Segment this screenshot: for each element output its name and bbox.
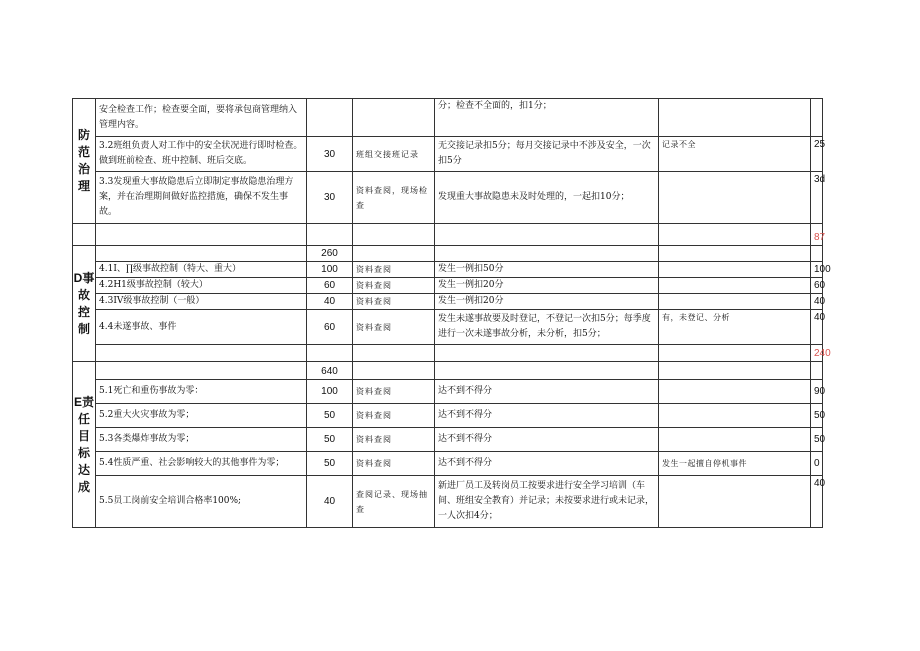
section-score: 640 <box>307 362 353 380</box>
table-row <box>73 246 823 262</box>
standard-score: 60 <box>307 310 353 345</box>
scoring-criteria: 发生未遂事故要及时登记，不登记一次扣5分；每季度进行一次未遂事故分析，未分析，扣5分； <box>435 310 659 345</box>
table-row <box>73 380 823 404</box>
table-row <box>73 476 823 528</box>
standard-score: 60 <box>307 278 353 294</box>
section-total: 87 <box>811 224 823 246</box>
item-text: 5.3各类爆炸事故为零； <box>96 428 307 452</box>
item-text: 安全检查工作；检查要全面，要将承包商管理纳入管理内容。 <box>96 99 307 137</box>
table-row <box>73 137 823 172</box>
check-method: 资料查阅，现场检查 <box>353 172 435 224</box>
standard-score: 30 <box>307 137 353 172</box>
standard-score: 100 <box>307 380 353 404</box>
table-row <box>73 99 823 137</box>
scoring-criteria: 发生一例扣50分 <box>435 262 659 278</box>
scoring-criteria: 分；检查不全面的，扣1分； <box>435 99 659 137</box>
check-method: 资料查阅 <box>353 428 435 452</box>
table-row <box>73 310 823 345</box>
section-score: 260 <box>307 246 353 262</box>
check-method: 资料查阅 <box>353 294 435 310</box>
standard-score: 50 <box>307 452 353 476</box>
check-method: 班组交接班记录 <box>353 137 435 172</box>
actual-score: 0 <box>811 452 823 476</box>
deduction-note: 发生一起擅自停机事件 <box>659 452 811 476</box>
item-text: 4.1I、∏级事故控制（特大、重大） <box>96 262 307 278</box>
item-text: 3.2班组负责人对工作中的安全状况进行即时检查。做到班前检查、班中控制、班后交底。 <box>96 137 307 172</box>
category-label-d: D事 故 控 制 <box>73 246 96 362</box>
section-total: 240 <box>811 345 823 362</box>
deduction-note <box>659 99 811 137</box>
scoring-criteria: 无交接记录扣5分；每月交接记录中不涉及安全，一次扣5分 <box>435 137 659 172</box>
table-row <box>73 262 823 278</box>
actual-score: 25 <box>811 137 823 172</box>
actual-score: 50 <box>811 404 823 428</box>
item-text: 4.4未遂事故、事件 <box>96 310 307 345</box>
item-text: 5.1死亡和重伤事故为零： <box>96 380 307 404</box>
table-row <box>73 428 823 452</box>
deduction-note <box>659 428 811 452</box>
check-method <box>353 99 435 137</box>
actual-score: 40 <box>811 310 823 345</box>
deduction-note: 有，未登记、分析 <box>659 310 811 345</box>
item-text: 5.4性质严重、社会影响较大的其他事件为零； <box>96 452 307 476</box>
deduction-note: 记录不全 <box>659 137 811 172</box>
deduction-note <box>659 278 811 294</box>
item-text: 5.5员工岗前安全培训合格率100%; <box>96 476 307 528</box>
standard-score: 100 <box>307 262 353 278</box>
table-row <box>73 452 823 476</box>
item-text: 3.3发现重大事故隐患后立即制定事故隐患治理方案，并在治理期间做好监控措施，确保不发生事故。 <box>96 172 307 224</box>
scoring-criteria: 达不到不得分 <box>435 380 659 404</box>
check-method: 资料查阅 <box>353 278 435 294</box>
standard-score: 50 <box>307 404 353 428</box>
check-method: 资料查阅 <box>353 380 435 404</box>
deduction-note <box>659 172 811 224</box>
scoring-criteria: 发生一例扣20分 <box>435 294 659 310</box>
deduction-note <box>659 262 811 278</box>
scoring-criteria: 达不到不得分 <box>435 404 659 428</box>
item-text: 4.2H1级事故控制（较大） <box>96 278 307 294</box>
deduction-note <box>659 404 811 428</box>
check-method: 资料查阅 <box>353 452 435 476</box>
scoring-criteria: 发生一例扣20分 <box>435 278 659 294</box>
deduction-note <box>659 380 811 404</box>
table-row <box>73 172 823 224</box>
standard-score: 30 <box>307 172 353 224</box>
deduction-note <box>659 294 811 310</box>
subtotal-row <box>73 224 823 246</box>
actual-score: 50 <box>811 428 823 452</box>
actual-score <box>811 99 823 137</box>
table-row <box>73 278 823 294</box>
table-row <box>73 362 823 380</box>
actual-score: 100 <box>811 262 823 278</box>
scoring-criteria: 发现重大事故隐患未及时处理的，一起扣10分； <box>435 172 659 224</box>
scoring-criteria: 达不到不得分 <box>435 428 659 452</box>
check-method: 查阅记录、现场抽查 <box>353 476 435 528</box>
category-label-e: E责 任 目 标 达 成 <box>73 362 96 528</box>
item-text: 4.3IV级事故控制（一般） <box>96 294 307 310</box>
scoring-criteria: 新进厂员工及转岗员工按要求进行安全学习培训（车间、班组安全教育）并记录；未按要求进行或未记录，一人次扣4分； <box>435 476 659 528</box>
actual-score: 60 <box>811 278 823 294</box>
table-row <box>73 294 823 310</box>
check-method: 资料查阅 <box>353 310 435 345</box>
actual-score: 40 <box>811 294 823 310</box>
safety-assessment-table <box>72 98 831 528</box>
actual-score: 90 <box>811 380 823 404</box>
scoring-criteria: 达不到不得分 <box>435 452 659 476</box>
check-method: 资料查阅 <box>353 262 435 278</box>
actual-score: 40 <box>811 476 823 528</box>
standard-score <box>307 99 353 137</box>
standard-score: 40 <box>307 476 353 528</box>
check-method: 资料查阅 <box>353 404 435 428</box>
subtotal-row <box>73 345 823 362</box>
category-label-c: 防 范 治 理 <box>73 99 96 224</box>
table-row <box>73 404 823 428</box>
item-text: 5.2重大火灾事故为零； <box>96 404 307 428</box>
standard-score: 40 <box>307 294 353 310</box>
actual-score: 3d <box>811 172 823 224</box>
deduction-note <box>659 476 811 528</box>
standard-score: 50 <box>307 428 353 452</box>
